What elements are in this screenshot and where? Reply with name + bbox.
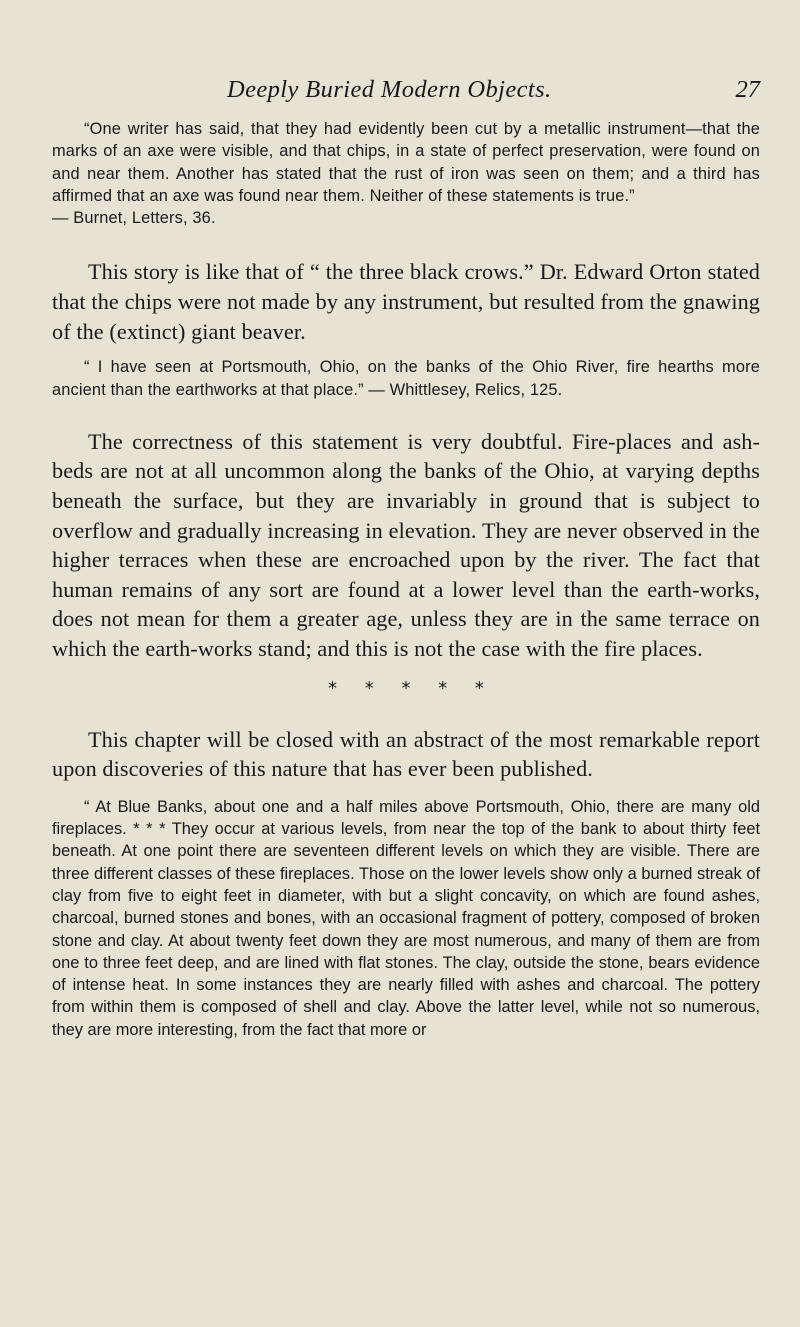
spacer [52, 229, 760, 257]
paragraph-three-black-crows: This story is like that of “ the three black crows.” Dr. Edward Orton stated that the chips were not made by any instrument, but resulted from the gnawing of the (extinct) giant beaver. [52, 259, 760, 344]
spacer [52, 401, 760, 427]
quote-burnet-citation: — Burnet, Letters, 36. [52, 209, 216, 228]
running-title: Deeply Buried Modern Objects. [227, 76, 552, 103]
quote-whittlesey: “ I have seen at Portsmouth, Ohio, on the banks of the Ohio River, fire hearths more ancient than the earthworks at that place.” — Whittlesey, Relics, 125. [52, 358, 760, 399]
quote-burnet-text: “One writer has said, that they had evidently been cut by a metallic instrument—that the marks of an axe were visible, and that chips, in a state of perfect preservation, were found on and near them. Another has stated that the rust of iron was seen on them; and a third has affirmed that an axe was found near them. Neither of these statements is true.” [52, 120, 760, 205]
page-number: 27 [735, 76, 760, 103]
paragraph-correctness: The correctness of this statement is very doubtful. Fire-places and ash-beds are not at all uncommon along the banks of the Ohio, at varying depths beneath the surface, but they are invariably in ground that is subject to overflow and gradually increasing in elevation. They are never observed in the higher terraces when these are encroached upon by the river. The fact that human remains of any sort are found at a lower level than the earth-works, does not mean for them a greater age, unless they are in the same terrace on which the earth-works stand; and this is not the case with the fire places. [52, 428, 760, 662]
paragraph-chapter-close: This chapter will be closed with an abstract of the most remarkable report upon discoveries of this nature that has ever been published. [52, 726, 760, 782]
spacer [52, 346, 760, 356]
running-head [227, 76, 760, 104]
spacer [52, 784, 760, 796]
section-separator: * * * * * [328, 677, 484, 699]
quote-burnet [52, 118, 760, 229]
quote-blue-banks: “ At Blue Banks, about one and a half miles above Portsmouth, Ohio, there are many old fireplaces. * * * They occur at various levels, from near the top of the bank to about thirty feet beneath. At one point there are seventeen different levels on which they are visible. There are three different classes of these fireplaces. Those on the lower levels show only a burned streak of clay from five to eight feet in diameter, with but a slight concavity, on which are found ashes, charcoal, burned stones and bones, with an occasional fragment of pottery, composed of broken stone and clay. At about twenty feet down they are most numerous, and many of them are from one to three feet deep, and are lined with flat stones. The clay, outside the stone, bears evidence of intense heat. In some instances they are nearly filled with ashes and charcoal. The pottery from within them is composed of shell and clay. Above the latter level, while not so numerous, they are more interesting, from the fact that more or [52, 797, 760, 1039]
